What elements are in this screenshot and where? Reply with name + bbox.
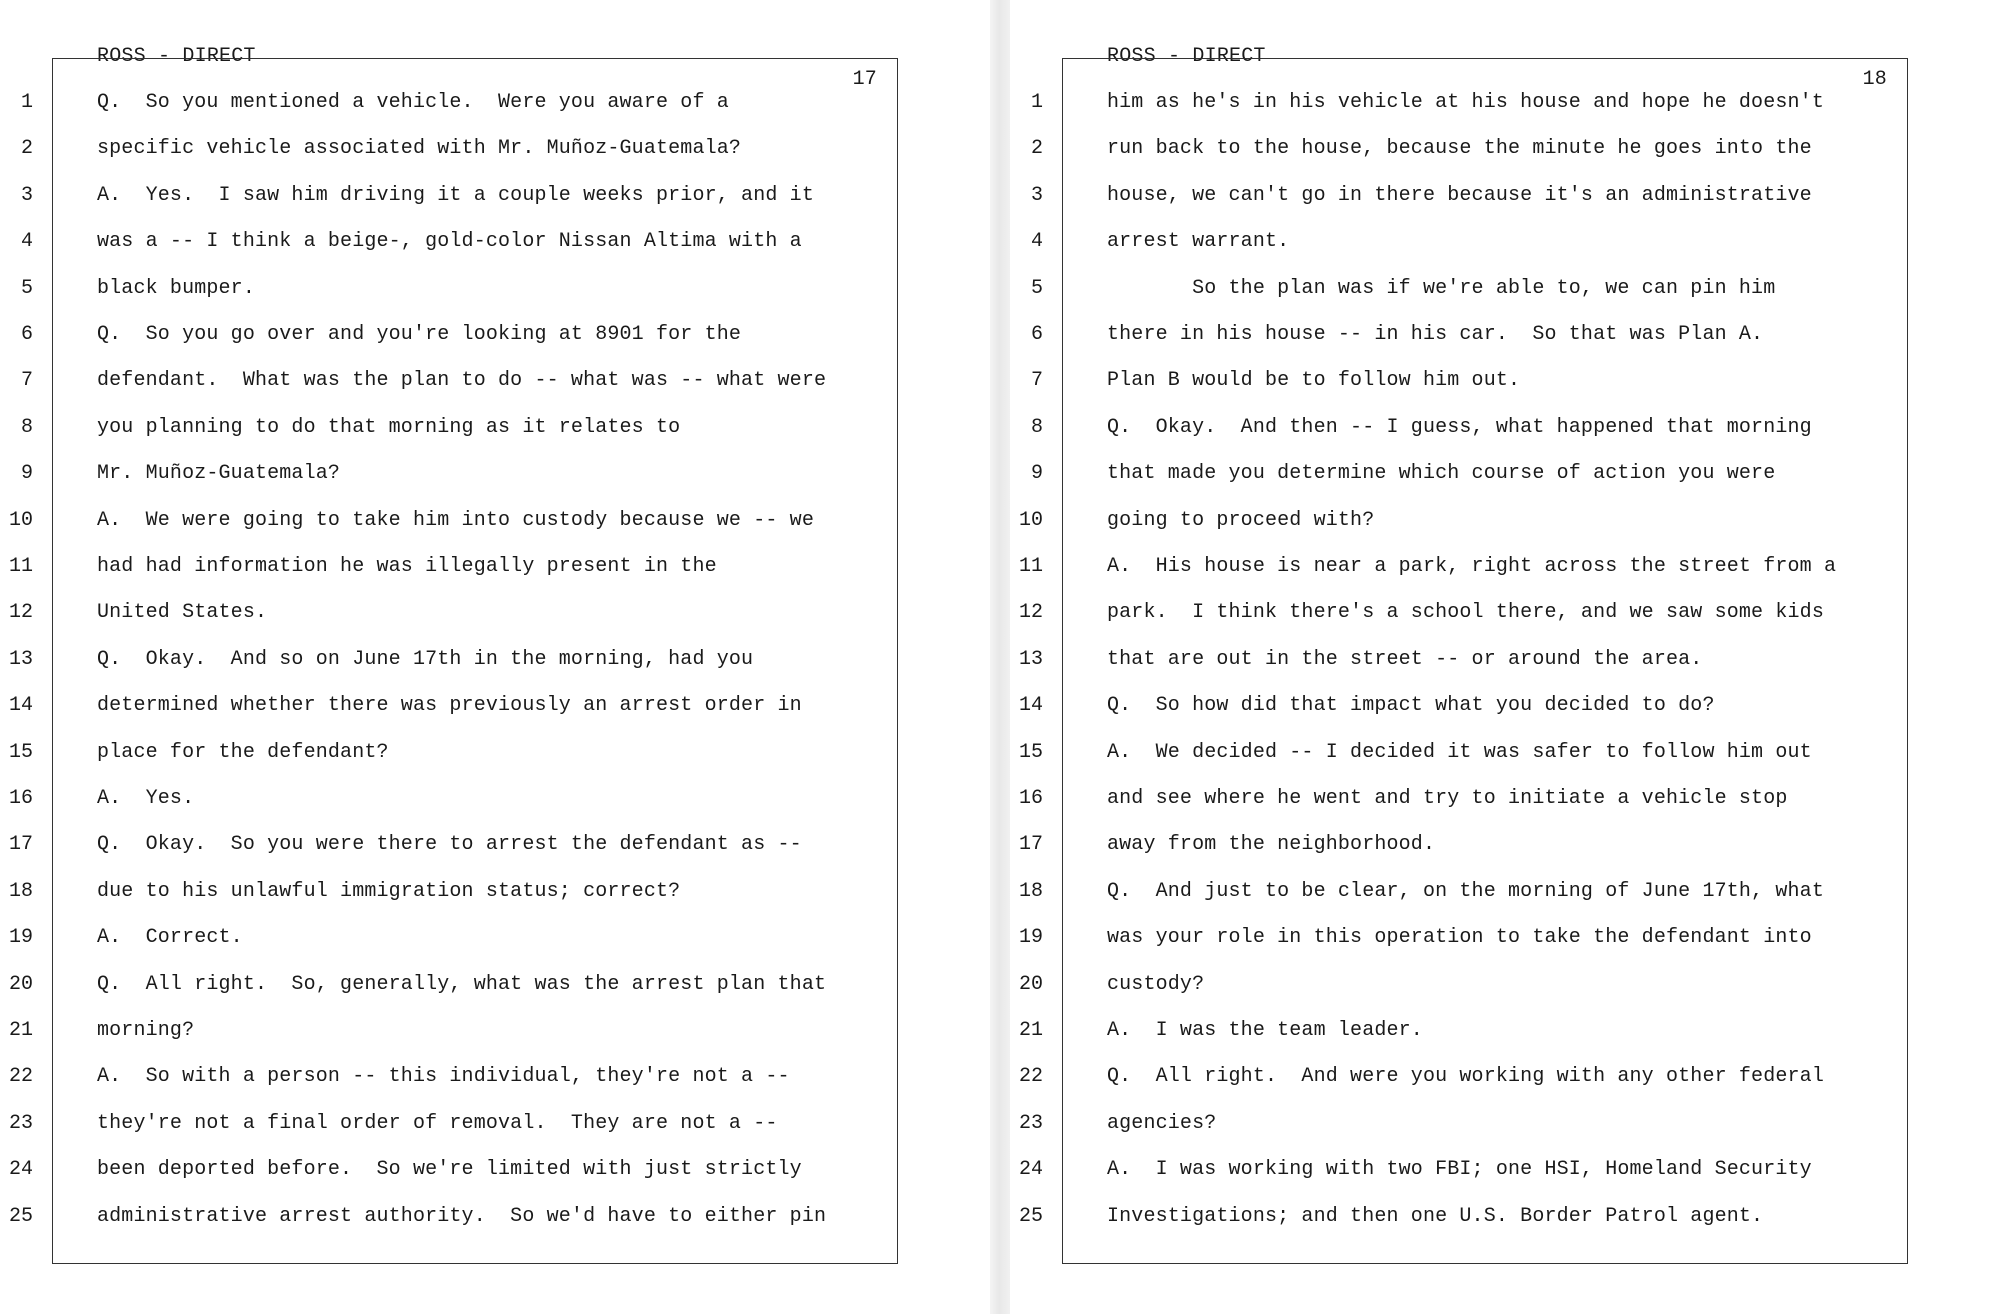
transcript-line bbox=[0, 320, 990, 350]
line-text: black bumper. bbox=[97, 276, 255, 300]
line-text: due to his unlawful immigration status; correct? bbox=[97, 879, 681, 903]
line-text: Plan B would be to follow him out. bbox=[1107, 369, 1521, 393]
line-number: 12 bbox=[8, 601, 33, 625]
line-number: 8 bbox=[20, 415, 33, 439]
line-number: 6 bbox=[20, 323, 33, 346]
line-text: administrative arrest authority. So we'd have to either pin bbox=[97, 1204, 827, 1228]
line-text: defendant. What was the plan to do -- what was -- what were bbox=[97, 369, 827, 393]
line-text: they're not a final order of removal. They are not a -- bbox=[97, 1111, 778, 1135]
line-text: Investigations; and then one U.S. Border Patrol agent. bbox=[1107, 1204, 1764, 1228]
line-number: 9 bbox=[20, 462, 33, 486]
line-text: custody? bbox=[1107, 972, 1205, 996]
line-number: 16 bbox=[1018, 787, 1043, 810]
line-text: Q. Okay. And so on June 17th in the morning, had you bbox=[97, 647, 754, 671]
line-number: 22 bbox=[8, 1065, 33, 1089]
line-number: 17 bbox=[1018, 833, 1043, 857]
transcript-line bbox=[0, 784, 990, 814]
transcript-line bbox=[1010, 784, 2000, 814]
transcript-line bbox=[1010, 459, 2000, 489]
transcript-line bbox=[1010, 134, 2000, 164]
transcript-line bbox=[0, 459, 990, 489]
line-text: United States. bbox=[97, 601, 268, 625]
line-number: 3 bbox=[1030, 183, 1043, 207]
transcript-line bbox=[1010, 691, 2000, 721]
line-number: 14 bbox=[8, 694, 33, 718]
line-text: A. Correct. bbox=[97, 926, 243, 950]
transcript-line bbox=[0, 134, 990, 164]
line-number: 20 bbox=[1018, 972, 1043, 996]
line-number: 21 bbox=[8, 1019, 33, 1042]
line-text: house, we can't go in there because it's an administrative bbox=[1107, 183, 1812, 207]
line-text: him as he's in his vehicle at his house and hope he doesn't bbox=[1107, 91, 1824, 114]
page-number: 18 bbox=[1862, 68, 1887, 91]
line-number: 1 bbox=[20, 91, 33, 114]
line-text: arrest warrant. bbox=[1107, 230, 1290, 254]
transcript-line bbox=[0, 506, 990, 536]
line-number: 15 bbox=[8, 740, 33, 764]
line-text: So the plan was if we're able to, we can pin him bbox=[1107, 276, 1776, 300]
line-number: 17 bbox=[8, 833, 33, 857]
line-text: A. His house is near a park, right across the street from a bbox=[1107, 555, 1837, 578]
transcript-line bbox=[0, 88, 990, 118]
transcript-line bbox=[1010, 970, 2000, 1000]
line-number: 15 bbox=[1018, 740, 1043, 764]
line-number: 11 bbox=[8, 555, 33, 578]
line-text: A. We were going to take him into custody because we -- we bbox=[97, 508, 814, 532]
transcript-line bbox=[0, 552, 990, 582]
line-text: A. I was working with two FBI; one HSI, Homeland Security bbox=[1107, 1158, 1812, 1182]
line-text: Q. Okay. So you were there to arrest the defendant as -- bbox=[97, 833, 802, 857]
line-text: place for the defendant? bbox=[97, 740, 389, 764]
line-text: been deported before. So we're limited with just strictly bbox=[97, 1158, 802, 1182]
transcript-line bbox=[0, 1109, 990, 1139]
line-number: 5 bbox=[20, 276, 33, 300]
line-number: 22 bbox=[1018, 1065, 1043, 1089]
line-text: had had information he was illegally present in the bbox=[97, 555, 717, 578]
line-text: specific vehicle associated with Mr. Muñoz-Guatemala? bbox=[97, 137, 742, 161]
transcript-line bbox=[1010, 1155, 2000, 1185]
transcript-line bbox=[1010, 645, 2000, 675]
transcript-line bbox=[0, 413, 990, 443]
transcript-page-18 bbox=[1010, 0, 2000, 1314]
line-text: A. So with a person -- this individual, they're not a -- bbox=[97, 1065, 790, 1089]
line-number: 13 bbox=[8, 647, 33, 671]
line-text: going to proceed with? bbox=[1107, 508, 1375, 532]
line-text: Q. All right. And were you working with any other federal bbox=[1107, 1065, 1824, 1089]
transcript-line bbox=[1010, 923, 2000, 953]
line-number: 10 bbox=[8, 508, 33, 532]
transcript-line bbox=[0, 1016, 990, 1046]
line-number: 11 bbox=[1018, 555, 1043, 578]
transcript-line bbox=[1010, 181, 2000, 211]
line-number: 24 bbox=[1018, 1158, 1043, 1182]
transcript-line bbox=[0, 274, 990, 304]
line-text: morning? bbox=[97, 1019, 195, 1042]
line-number: 25 bbox=[1018, 1204, 1043, 1228]
header-title: ROSS - DIRECT bbox=[97, 45, 256, 68]
line-number: 13 bbox=[1018, 647, 1043, 671]
line-number: 3 bbox=[20, 183, 33, 207]
line-text: that are out in the street -- or around the area. bbox=[1107, 647, 1703, 671]
transcript-line bbox=[0, 877, 990, 907]
line-number: 4 bbox=[20, 230, 33, 254]
line-text: Q. Okay. And then -- I guess, what happened that morning bbox=[1107, 415, 1812, 439]
transcript-line bbox=[1010, 320, 2000, 350]
transcript-line bbox=[1010, 1109, 2000, 1139]
transcript-line bbox=[1010, 88, 2000, 118]
line-number: 20 bbox=[8, 972, 33, 996]
transcript-line bbox=[0, 738, 990, 768]
transcript-line bbox=[1010, 1062, 2000, 1092]
line-number: 4 bbox=[1030, 230, 1043, 254]
transcript-line bbox=[1010, 506, 2000, 536]
line-text: you planning to do that morning as it relates to bbox=[97, 415, 681, 439]
transcript-line bbox=[0, 1062, 990, 1092]
line-number: 2 bbox=[20, 137, 33, 161]
page-divider bbox=[990, 0, 1010, 1314]
transcript-line bbox=[1010, 227, 2000, 257]
line-text: was a -- I think a beige-, gold-color Nissan Altima with a bbox=[97, 230, 802, 254]
line-text: away from the neighborhood. bbox=[1107, 833, 1436, 857]
line-number: 7 bbox=[1030, 369, 1043, 393]
line-text: A. Yes. bbox=[97, 787, 195, 810]
header-title: ROSS - DIRECT bbox=[1107, 45, 1266, 68]
transcript-line bbox=[0, 1155, 990, 1185]
line-number: 23 bbox=[1018, 1111, 1043, 1135]
line-text: A. I was the team leader. bbox=[1107, 1019, 1423, 1042]
line-text: determined whether there was previously an arrest order in bbox=[97, 694, 802, 718]
transcript-line bbox=[0, 181, 990, 211]
transcript-line bbox=[1010, 598, 2000, 628]
transcript-line bbox=[1010, 877, 2000, 907]
transcript-line bbox=[0, 645, 990, 675]
line-text: park. I think there's a school there, and we saw some kids bbox=[1107, 601, 1824, 625]
line-number: 10 bbox=[1018, 508, 1043, 532]
line-number: 8 bbox=[1030, 415, 1043, 439]
line-number: 21 bbox=[1018, 1019, 1043, 1042]
line-number: 18 bbox=[8, 879, 33, 903]
transcript-line bbox=[0, 366, 990, 396]
line-text: Q. All right. So, generally, what was the arrest plan that bbox=[97, 972, 827, 996]
line-number: 19 bbox=[8, 926, 33, 950]
line-text: Mr. Muñoz-Guatemala? bbox=[97, 462, 341, 486]
line-text: Q. And just to be clear, on the morning of June 17th, what bbox=[1107, 879, 1824, 903]
line-number: 25 bbox=[8, 1204, 33, 1228]
line-number: 14 bbox=[1018, 694, 1043, 718]
line-number: 2 bbox=[1030, 137, 1043, 161]
line-number: 9 bbox=[1030, 462, 1043, 486]
line-number: 19 bbox=[1018, 926, 1043, 950]
transcript-page-17 bbox=[0, 0, 990, 1314]
line-text: A. We decided -- I decided it was safer to follow him out bbox=[1107, 740, 1812, 764]
line-number: 7 bbox=[20, 369, 33, 393]
line-text: A. Yes. I saw him driving it a couple weeks prior, and it bbox=[97, 183, 814, 207]
transcript-line bbox=[1010, 366, 2000, 396]
line-number: 16 bbox=[8, 787, 33, 810]
line-number: 18 bbox=[1018, 879, 1043, 903]
line-text: that made you determine which course of action you were bbox=[1107, 462, 1776, 486]
line-number: 5 bbox=[1030, 276, 1043, 300]
transcript-line bbox=[0, 1202, 990, 1232]
transcript-line bbox=[1010, 1016, 2000, 1046]
transcript-line bbox=[1010, 274, 2000, 304]
line-number: 24 bbox=[8, 1158, 33, 1182]
transcript-line bbox=[1010, 552, 2000, 582]
transcript-line bbox=[1010, 1202, 2000, 1232]
transcript-line bbox=[0, 691, 990, 721]
transcript-line bbox=[0, 598, 990, 628]
line-text: Q. So you mentioned a vehicle. Were you aware of a bbox=[97, 91, 729, 114]
line-number: 23 bbox=[8, 1111, 33, 1135]
line-text: Q. So how did that impact what you decided to do? bbox=[1107, 694, 1715, 718]
transcript-line bbox=[0, 227, 990, 257]
line-number: 6 bbox=[1030, 323, 1043, 346]
line-text: there in his house -- in his car. So that was Plan A. bbox=[1107, 323, 1764, 346]
line-text: and see where he went and try to initiate a vehicle stop bbox=[1107, 787, 1788, 810]
line-text: Q. So you go over and you're looking at 8901 for the bbox=[97, 323, 742, 346]
transcript-line bbox=[1010, 738, 2000, 768]
transcript-line bbox=[0, 970, 990, 1000]
transcript-line bbox=[0, 923, 990, 953]
line-text: was your role in this operation to take the defendant into bbox=[1107, 926, 1812, 950]
page-number: 17 bbox=[852, 68, 877, 91]
transcript-line bbox=[1010, 413, 2000, 443]
line-text: agencies? bbox=[1107, 1111, 1217, 1135]
line-number: 12 bbox=[1018, 601, 1043, 625]
transcript-line bbox=[1010, 830, 2000, 860]
line-text: run back to the house, because the minute he goes into the bbox=[1107, 137, 1812, 161]
transcript-line bbox=[0, 830, 990, 860]
line-number: 1 bbox=[1030, 91, 1043, 114]
